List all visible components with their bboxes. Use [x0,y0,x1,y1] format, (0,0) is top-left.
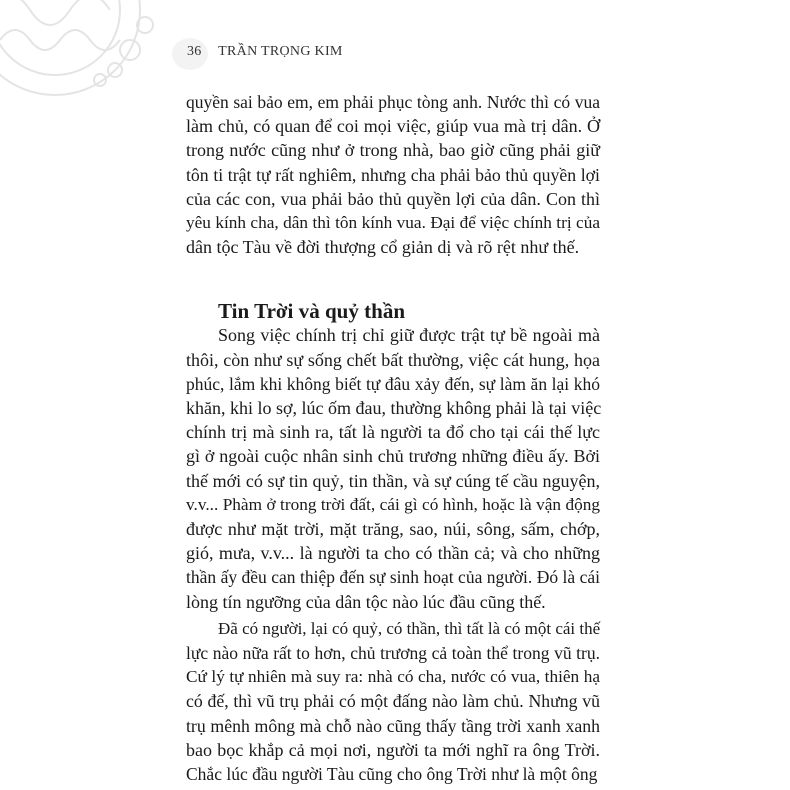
text-line: chính trị mà sinh ra, tất là người ta đổ cho tại cái thế lực [186,422,600,443]
text-line: phúc, lắm khi không biết tự đâu xảy đến, sự làm ăn lại khó [186,373,600,394]
text-line: Cứ lý tự nhiên mà suy ra: nhà có cha, nước có vua, thiên hạ [186,667,600,687]
text-line: bao bọc khắp cả mọi nơi, người ta mới nghĩ ra ông Trời. [186,739,600,760]
text-line: làm chủ, có quan để coi mọi việc, giúp vua mà trị dân. Ở [186,116,600,137]
text-line: Đã có người, lại có quỷ, có thần, thì tất là có một cái thế [218,618,601,638]
text-line: Song việc chính trị chỉ giữ được trật tự bề ngoài mà [218,325,600,346]
text-line: gì ở ngoài cuộc nhân sinh chủ trương những điều ấy. Bởi [186,446,600,467]
paragraph [186,323,600,613]
text-line: khăn, khi lo sợ, lúc ốm đau, thường không phải là tại việc [186,398,602,419]
page-body [186,90,600,786]
page-number: 36 [187,44,202,59]
text-line: v.v... Phàm ở trong trời đất, cái gì có hình, hoặc là vận động [186,494,600,514]
paragraph [186,617,600,786]
text-line: dân tộc Tàu về đời thượng cổ giản dị và rõ rệt như thế. [186,237,580,258]
text-line: tôn ti trật tự rất nghiêm, nhưng cha phải bảo thủ quyền lợi [186,164,600,185]
text-line: thế mới có sự tin quỷ, tin thần, và sự cúng tế cầu nguyện, [186,470,600,491]
text-line: lực nào nữa rất to hơn, chủ trương cả toàn thể trong vũ trụ. [186,643,600,664]
text-line: được như mặt trời, mặt trăng, sao, núi, sông, sấm, chớp, [186,519,600,540]
text-line: thần ấy đều can thiệp đến sự sinh hoạt của người. Đó là cái [186,567,600,588]
text-line: trụ mênh mông mà chỗ nào cũng thấy tầng trời xanh xanh [186,715,600,736]
text-line: có đế, thì vũ trụ phải có một đấng nào làm chủ. Nhưng vũ [186,691,600,712]
running-header [187,44,343,60]
text-line: trong nước cũng như ở trong nhà, bao giờ cũng phải giữ [186,140,600,161]
text-line: lòng tín ngưỡng của dân tộc nào lúc đầu cũng thế. [186,591,546,612]
text-line: yêu kính cha, dân thì tôn kính vua. Đại để việc chính trị của [186,213,600,233]
running-title: TRẦN TRỌNG KIM [218,44,343,59]
decorative-ornament [0,0,180,100]
section-heading: Tin Trời và quỷ thần [218,299,406,324]
text-line: quyền sai bảo em, em phải phục tòng anh. Nước thì có vua [186,92,600,112]
text-line: Chắc lúc đầu người Tàu cũng cho ông Trời như là một ông [186,764,598,785]
text-line: thôi, còn như sự sống chết bất thường, việc cát hung, họa [186,349,600,370]
paragraph [186,90,600,259]
text-line: gió, mưa, v.v... là người ta cho có thần cả; và cho những [186,543,600,564]
text-line: của các con, vua phải bảo thủ quyền lợi của dân. Con thì [186,188,600,209]
